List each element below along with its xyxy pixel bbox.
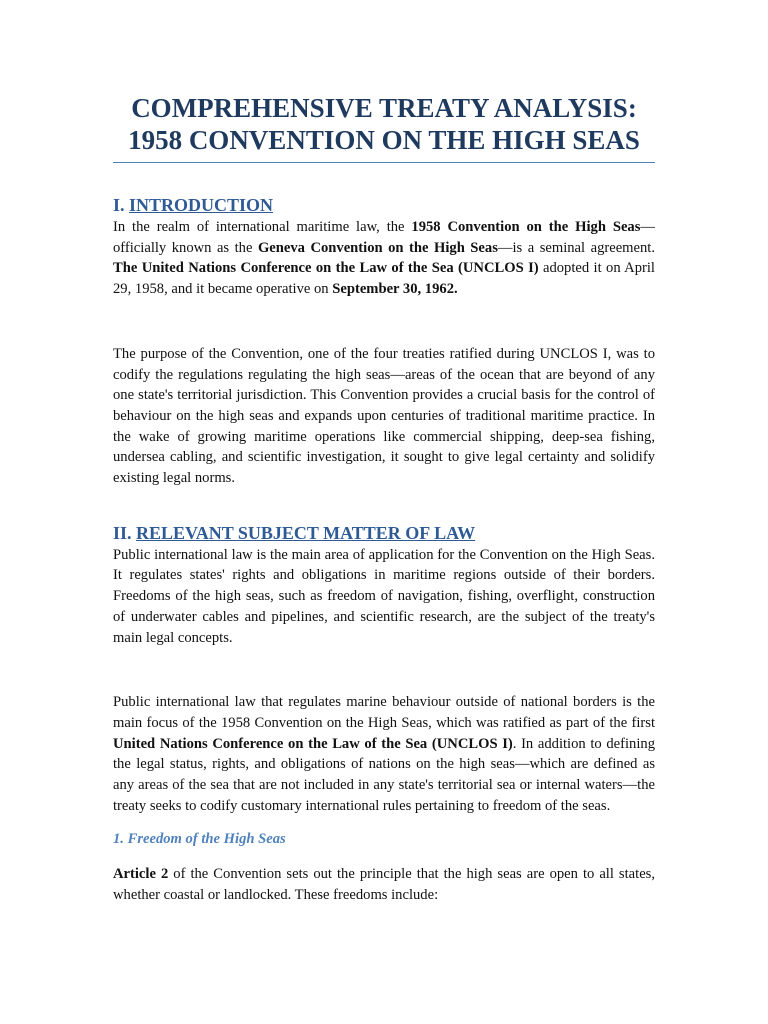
bold-run: Geneva Convention on the High Seas: [257, 239, 498, 256]
text-run: Public international law that regulates marine behaviour outside of national borders is the main focus of the 1958 Convention on the High Seas, which was ratified as part of the first: [113, 694, 655, 731]
bold-run: The United Nations Conference on the Law of the Sea (UNCLOS I): [113, 260, 539, 277]
subheading-freedom-of-high-seas: 1. Freedom of the High Seas: [113, 831, 286, 848]
document-page: [113, 92, 655, 906]
text-run: — officially known as the: [113, 219, 655, 256]
section-number: I.: [113, 195, 125, 215]
intro-paragraph-2: The purpose of the Convention, one of the four treaties ratified during UNCLOS I, was to codify the regulations regulating the high seas—areas of the ocean that are beyond of any one state's territorial jurisdiction. This Convention provides a crucial basis for the control of behaviour on the high seas and expands upon centuries of traditional maritime practice. In the wake of growing maritime operations like commercial shipping, deep-sea fishing, undersea cabling, and scientific investigation, it sought to give legal certainty and solidify existing legal norms.: [113, 345, 655, 487]
section-link-subject-matter[interactable]: RELEVANT SUBJECT MATTER OF LAW: [136, 522, 476, 543]
bold-run: September 30, 1962.: [332, 281, 458, 298]
bold-run: United Nations Conference on the Law of the Sea (UNCLOS I): [113, 735, 513, 752]
section-heading-introduction: [113, 194, 655, 216]
section-number: II.: [113, 522, 132, 543]
section-link-introduction[interactable]: INTRODUCTION: [129, 195, 274, 215]
bold-run: Article 2: [113, 866, 169, 883]
document-title: [113, 92, 655, 163]
title-line-1: COMPREHENSIVE TREATY ANALYSIS:: [131, 93, 637, 123]
text-run: In the realm of international maritime law, the: [113, 219, 412, 235]
section-heading-subject-matter: [113, 522, 655, 544]
article-2-paragraph: [113, 864, 655, 905]
subject-paragraph-1: Public international law is the main area of application for the Convention on the High Seas. It regulates states' rights and obligations in maritime regions outside of their borders. Freedoms of the high seas, such as freedom of navigation, fishing, overflight, construction of underwater cables and pipelines, and scientific research, are the subject of the treaty's main legal concepts.: [113, 546, 655, 646]
text-run: —is a seminal agreement.: [497, 239, 656, 256]
text-run: of the Convention sets out the principle that the high seas are open to all states, whether coastal or landlocked. These freedoms include:: [113, 866, 655, 904]
bold-run: 1958 Convention on the High Seas: [411, 219, 641, 235]
subject-paragraph-2: [113, 692, 655, 816]
intro-paragraph-1: [113, 217, 655, 300]
text-run: . In addition to defining the legal status, rights, and obligations of nations on the high seas—which are defined as any areas of the sea that are not included in any state's territorial sea or internal waters—the treaty seeks to codify customary international rules pertaining to freedom of the seas.: [113, 735, 656, 814]
text-run: adopted it on April 29, 1958, and it became operative on: [113, 260, 655, 298]
title-line-2: 1958 CONVENTION ON THE HIGH SEAS: [128, 125, 640, 155]
